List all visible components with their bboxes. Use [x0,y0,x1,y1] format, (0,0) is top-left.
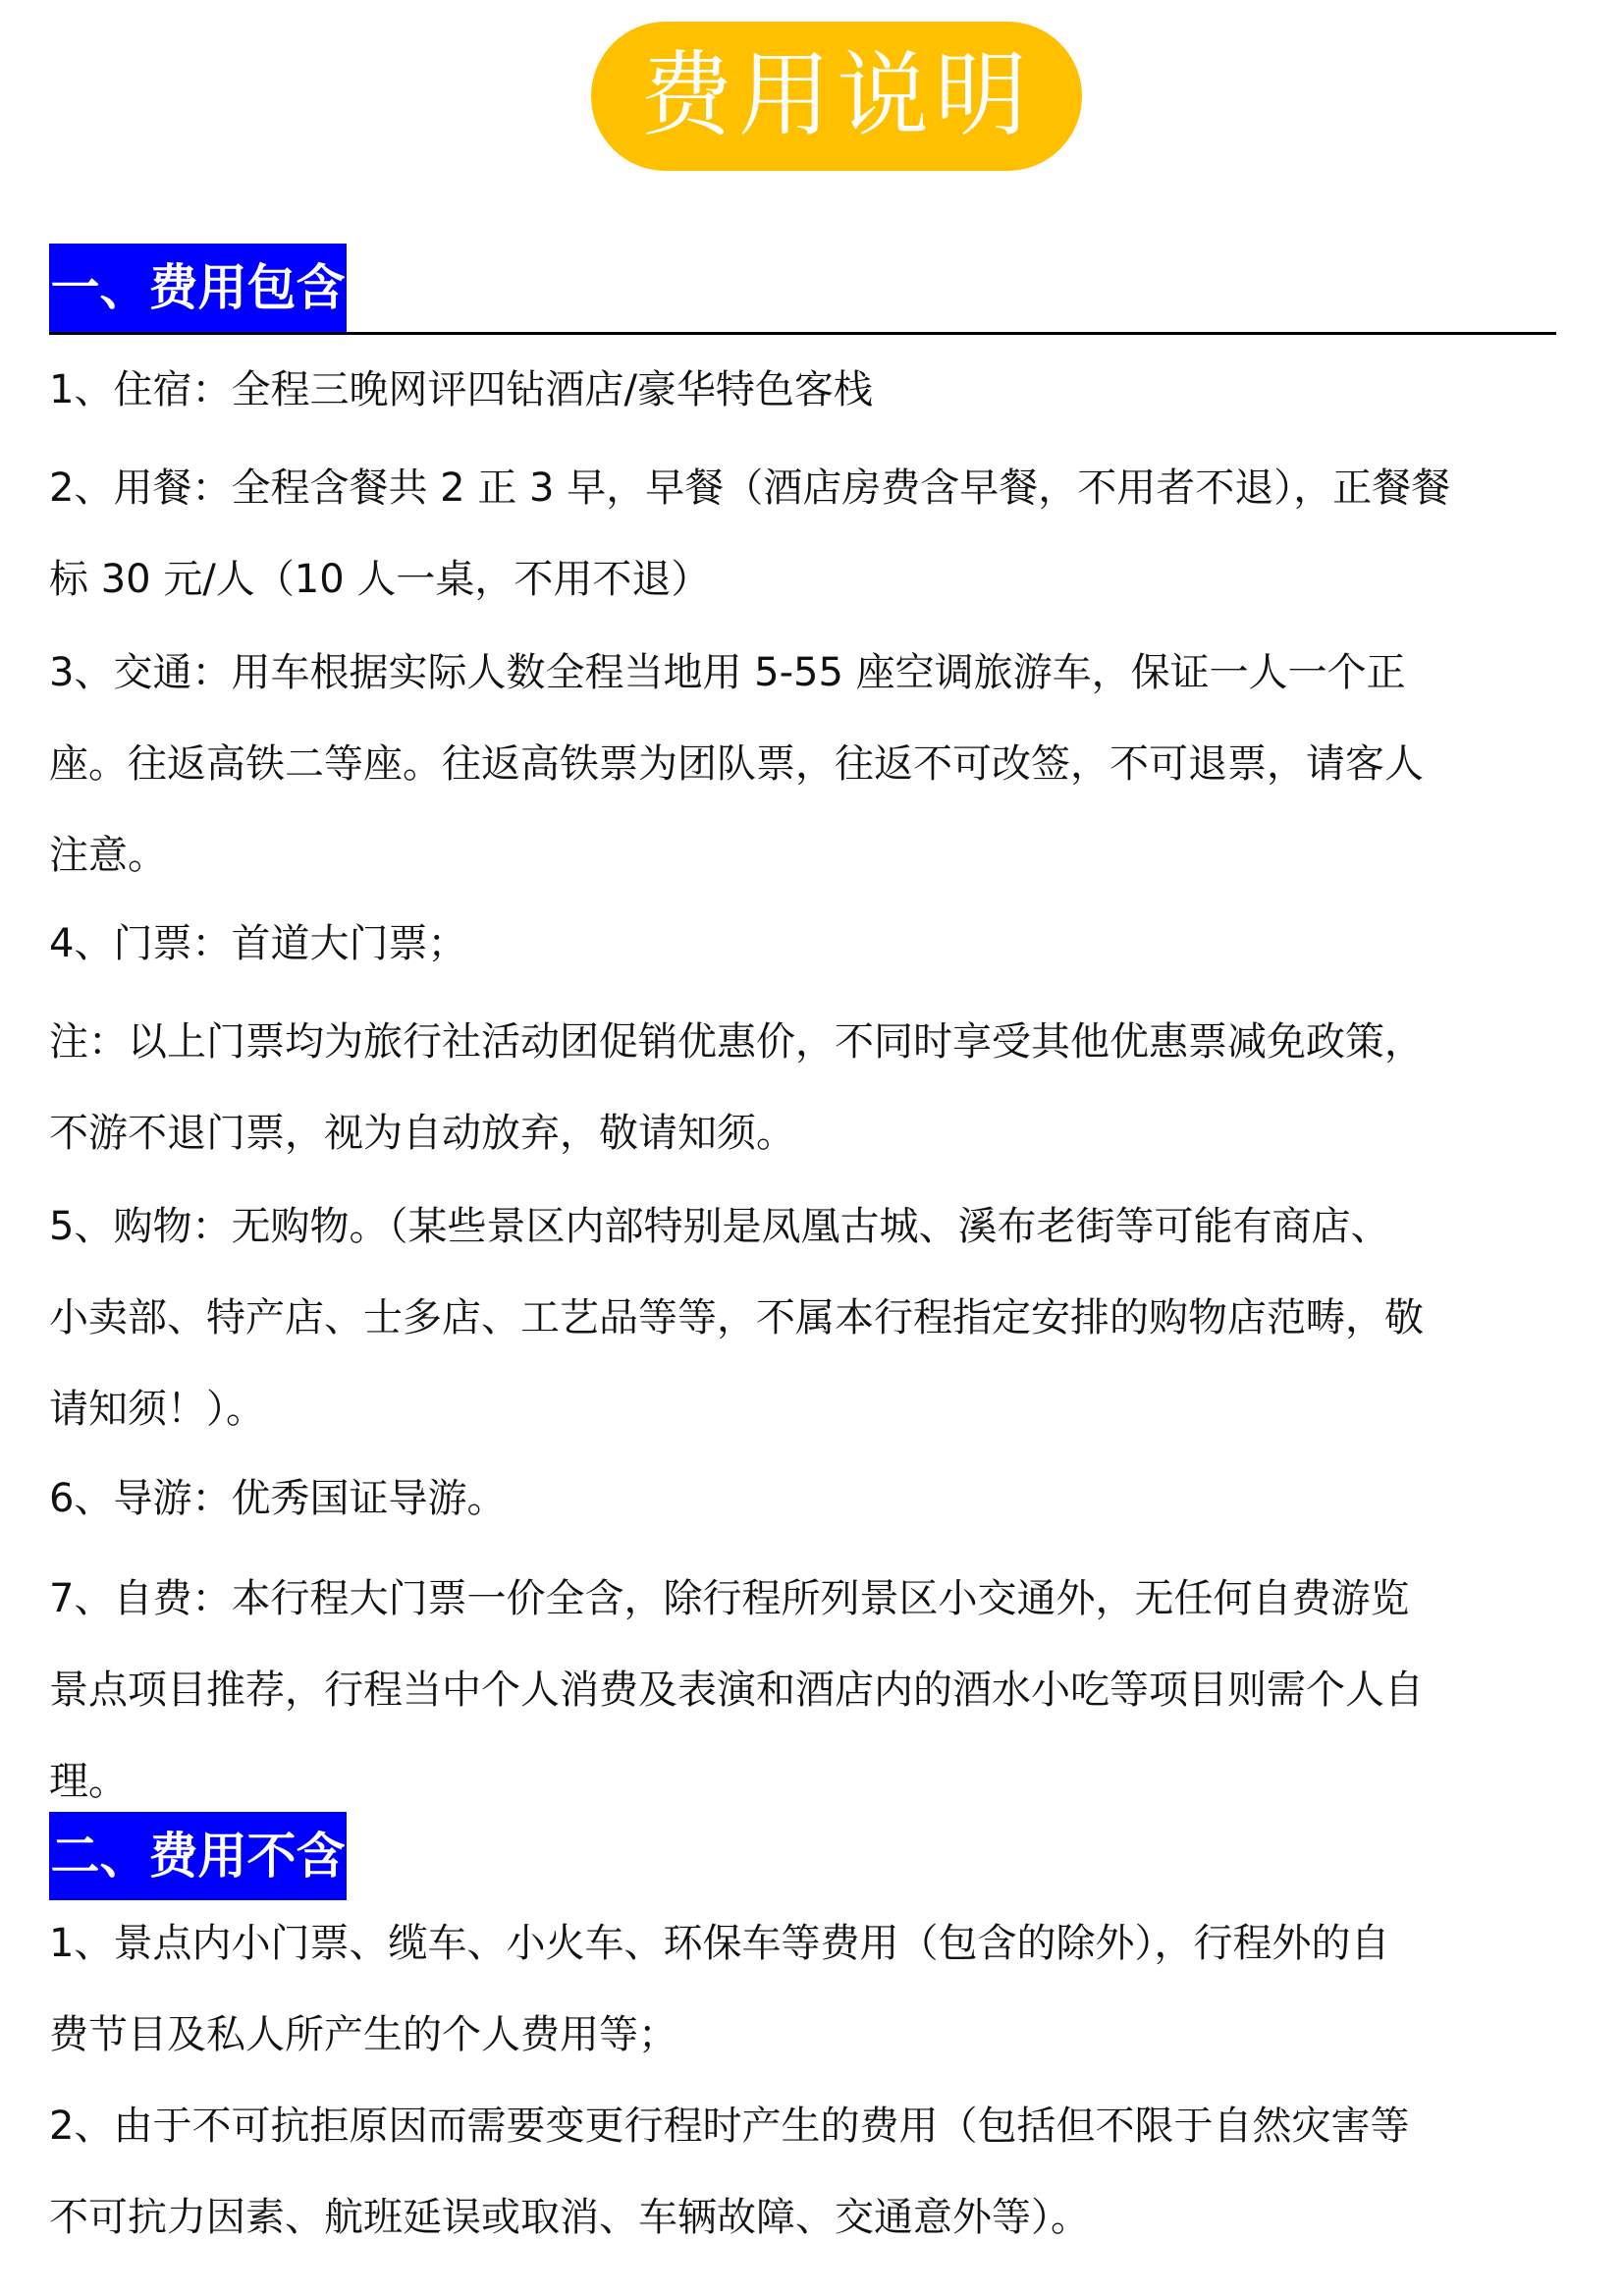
included-note [49,997,1581,1179]
line: 标 30 元/人（10 人一桌，不用不退） [49,557,711,602]
included-item-tickets [49,899,1581,990]
line: 3、交通：用车根据实际人数全程当地用 5-55 座空调旅游车，保证一人一个正 [49,650,1406,695]
line: 不可抗力因素、航班延误或取消、车辆故障、交通意外等）。 [49,2195,1090,2240]
line: 请知须！）。 [49,1387,265,1432]
line: 7、自费：本行程大门票一价全含，除行程所列景区小交通外，无任何自费游览 [49,1576,1410,1621]
excluded-item-1 [49,1898,1581,2081]
section-header-included: 一、费用包含 [49,244,347,332]
included-item-guide [49,1453,1581,1545]
page-title: 费用说明 [639,42,1033,149]
excluded-item-2 [49,2081,1581,2264]
included-item-accommodation [49,345,1581,436]
line: 2、用餐：全程含餐共 2 正 3 早，早餐（酒店房费含早餐，不用者不退），正餐餐 [49,465,1451,511]
included-item-shopping [49,1181,1581,1455]
included-item-selfpay [49,1554,1581,1828]
line: 费节目及私人所产生的个人费用等； [49,2012,677,2057]
included-item-meals [49,443,1581,626]
line: 不游不退门票，视为自动放弃，敬请知须。 [49,1111,795,1156]
line: 5、购物：无购物。（某些景区内部特别是凤凰古城、溪布老街等可能有商店、 [49,1204,1390,1249]
line: 注意。 [49,833,167,878]
line: 景点项目推荐，行程当中个人消费及表演和酒店内的酒水小吃等项目则需个人自 [49,1667,1424,1713]
line: 理。 [49,1759,128,1804]
line: 4、门票：首道大门票； [49,921,467,966]
line: 6、导游：优秀国证导游。 [49,1476,507,1521]
line: 1、住宿：全程三晚网评四钻酒店/豪华特色客栈 [49,367,873,412]
line: 1、景点内小门票、缆车、小火车、环保车等费用（包含的除外），行程外的自 [49,1921,1390,1966]
line: 注：以上门票均为旅行社活动团促销优惠价，不同时享受其他优惠票减免政策， [49,1019,1424,1065]
divider [49,332,1556,335]
line: 座。往返高铁二等座。往返高铁票为团队票，往返不可改签，不可退票，请客人 [49,741,1424,787]
section-header-excluded: 二、费用不含 [49,1812,347,1900]
line: 小卖部、特产店、士多店、工艺品等等，不属本行程指定安排的购物店范畴，敬 [49,1295,1424,1340]
title-banner [591,22,1082,171]
line: 2、由于不可抗拒原因而需要变更行程时产生的费用（包括但不限于自然灾害等 [49,2104,1410,2149]
included-item-transport [49,628,1581,902]
